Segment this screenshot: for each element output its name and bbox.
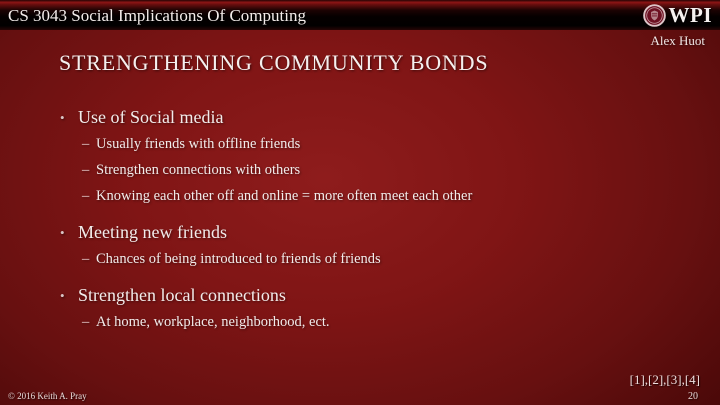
wpi-seal-icon <box>643 4 666 27</box>
wpi-logo <box>643 2 713 28</box>
bullet-item <box>60 219 670 246</box>
bullet-item <box>60 282 670 309</box>
slide-page-number: 20 <box>688 391 698 402</box>
bullet-item <box>60 104 670 131</box>
bullet-group <box>60 104 670 209</box>
dash-icon: – <box>82 314 90 330</box>
slide-header-bar <box>0 0 720 30</box>
bullet-group <box>60 219 670 272</box>
sub-bullet-text: Usually friends with offline friends <box>96 136 301 152</box>
citation-references: [1],[2],[3],[4] <box>629 372 700 387</box>
sub-bullet-item <box>82 183 670 209</box>
dash-icon: – <box>82 162 90 178</box>
sub-bullet-item <box>82 309 670 335</box>
bullet-text: Strengthen local connections <box>78 285 286 305</box>
dash-icon: – <box>82 188 90 204</box>
bullet-text: Meeting new friends <box>78 222 227 242</box>
wpi-logo-text: WPI <box>668 3 712 27</box>
sub-bullet-text: At home, workplace, neighborhood, ect. <box>96 314 330 330</box>
sub-bullet-item <box>82 131 670 157</box>
sub-bullet-text: Knowing each other off and online = more often meet each other <box>96 188 473 204</box>
bullet-icon: • <box>60 288 65 303</box>
dash-icon: – <box>82 136 90 152</box>
dash-icon: – <box>82 251 90 267</box>
course-title: CS 3043 Social Implications Of Computing <box>8 6 306 25</box>
bullet-icon: • <box>60 110 65 125</box>
slide-title: STRENGTHENING COMMUNITY BONDS <box>59 50 489 75</box>
sub-bullet-text: Chances of being introduced to friends of friends <box>96 251 381 267</box>
copyright-text: © 2016 Keith A. Pray <box>8 391 87 401</box>
sub-bullet-item <box>82 246 670 272</box>
bullet-group <box>60 282 670 335</box>
sub-bullet-text: Strengthen connections with others <box>96 162 301 178</box>
author-name: Alex Huot <box>650 33 705 48</box>
bullet-icon: • <box>60 225 65 240</box>
bullet-text: Use of Social media <box>78 107 224 127</box>
sub-bullet-item <box>82 157 670 183</box>
slide-body <box>60 104 670 345</box>
